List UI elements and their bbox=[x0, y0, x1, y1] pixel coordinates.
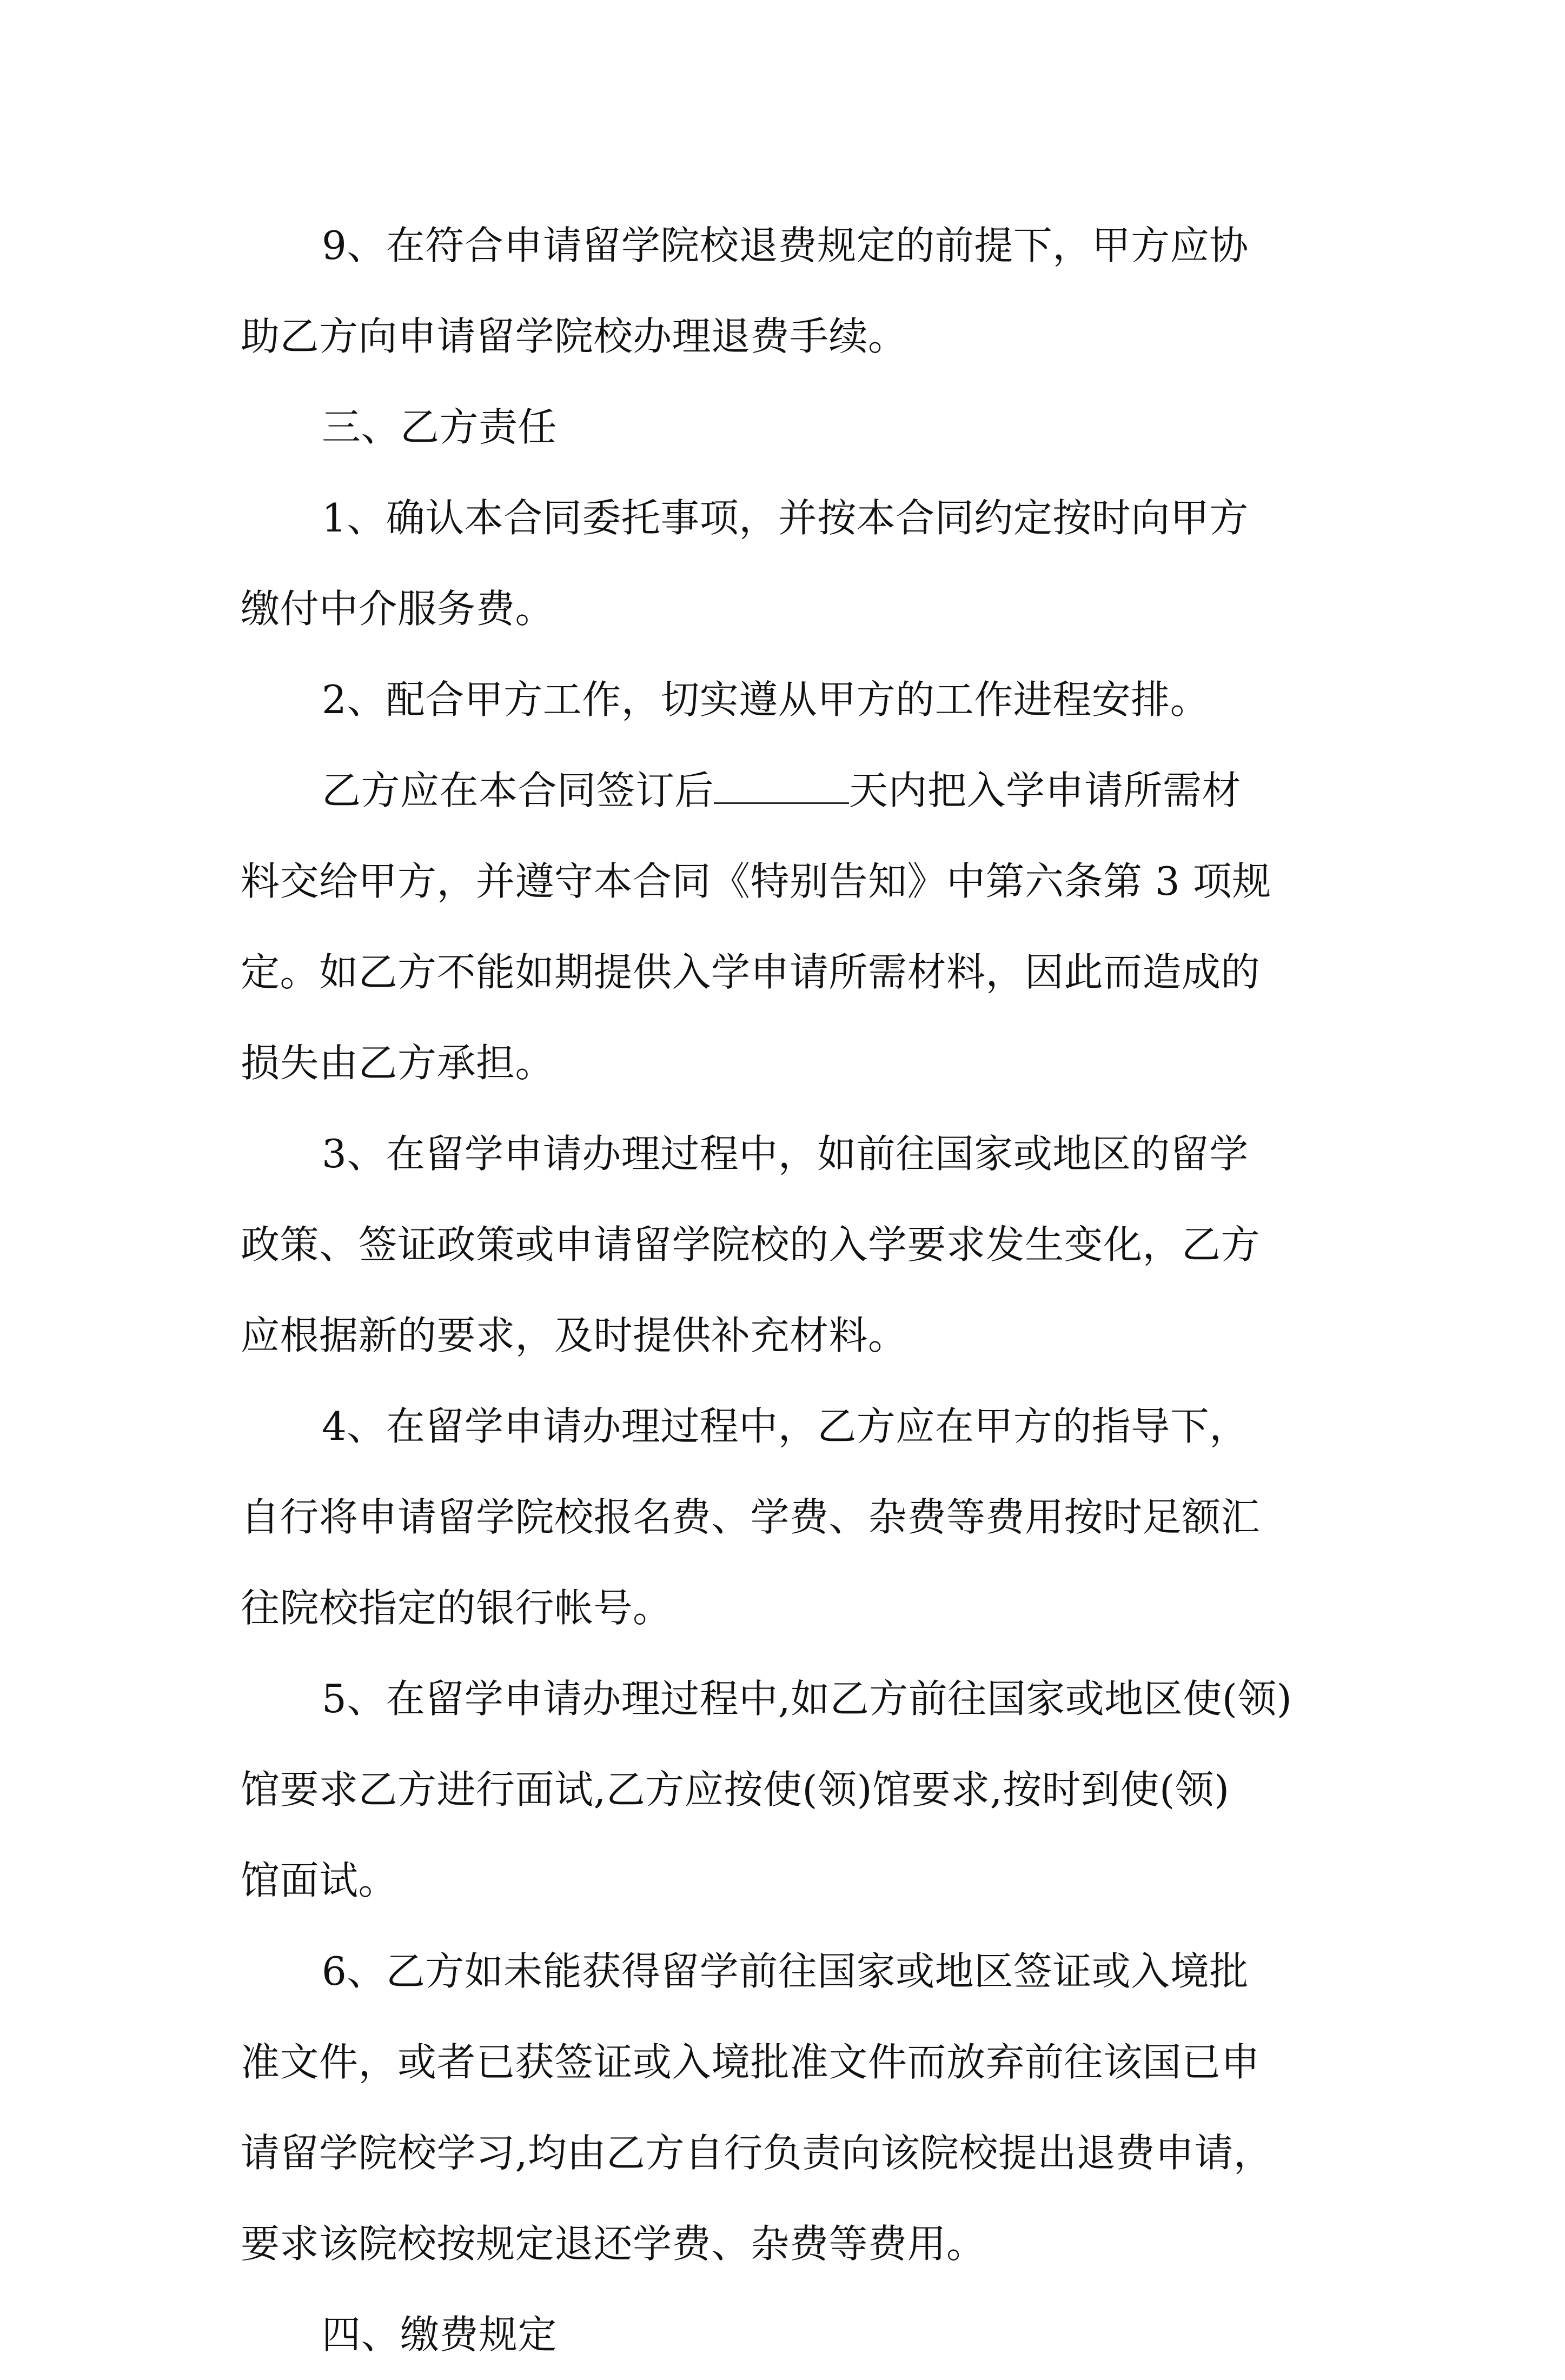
text-line: 要求该院校按规定退还学费、杂费等费用。 bbox=[241, 2221, 986, 2266]
text-before-blank: 乙方应在本合同签订后 bbox=[322, 768, 714, 813]
text-line: 往院校指定的银行帐号。 bbox=[241, 1585, 672, 1631]
text-line: 5、在留学申请办理过程中,如乙方前往国家或地区使(领) bbox=[322, 1676, 1292, 1721]
text-line: 损失由乙方承担。 bbox=[241, 1040, 555, 1086]
clause-b3 bbox=[241, 1108, 1325, 1381]
clause-b4 bbox=[241, 1381, 1325, 1653]
text-line: 3、在留学申请办理过程中，如前往国家或地区的留学 bbox=[322, 1131, 1249, 1176]
text-line: 政策、签证政策或申请留学院校的入学要求发生变化，乙方 bbox=[241, 1222, 1261, 1267]
text-line: 应根据新的要求，及时提供补充材料。 bbox=[241, 1313, 907, 1358]
text-line: 2、配合甲方工作，切实遵从甲方的工作进程安排。 bbox=[322, 677, 1210, 722]
text-line: 自行将申请留学院校报名费、学费、杂费等费用按时足额汇 bbox=[241, 1494, 1261, 1540]
fill-in-blank bbox=[714, 770, 849, 804]
clause-b2-detail bbox=[241, 745, 1325, 1108]
text-line: 9、在符合申请留学院校退费规定的前提下，甲方应协 bbox=[322, 223, 1249, 268]
text-line: 馆要求乙方进行面试,乙方应按使(领)馆要求,按时到使(领) bbox=[241, 1767, 1230, 1812]
clause-b2 bbox=[241, 654, 1325, 745]
clause-b5 bbox=[241, 1653, 1325, 1926]
text-line: 助乙方向申请留学院校办理退费手续。 bbox=[241, 314, 907, 359]
section-heading-fee-rules bbox=[241, 2289, 1325, 2380]
section-heading-party-b-duties bbox=[241, 382, 1325, 473]
text-line: 四、缴费规定 bbox=[322, 2312, 558, 2357]
clause-b6 bbox=[241, 1926, 1325, 2289]
text-after-blank: 天内把入学申请所需材 bbox=[849, 768, 1242, 813]
text-line: 准文件，或者已获签证或入境批准文件而放弃前往该国已申 bbox=[241, 2039, 1261, 2085]
text-line: 三、乙方责任 bbox=[322, 404, 558, 450]
text-line: 1、确认本合同委托事项，并按本合同约定按时向甲方 bbox=[322, 495, 1249, 541]
text-line: 料交给甲方，并遵守本合同《特别告知》中第六条第 3 项规 bbox=[241, 859, 1271, 904]
body-text bbox=[241, 200, 1325, 2380]
text-line: 定。如乙方不能如期提供入学申请所需材料，因此而造成的 bbox=[241, 949, 1261, 995]
text-line-with-blank bbox=[241, 745, 1325, 836]
text-line: 馆面试。 bbox=[241, 1858, 398, 1903]
text-line: 4、在留学申请办理过程中，乙方应在甲方的指导下， bbox=[322, 1404, 1249, 1449]
text-line: 请留学院校学习,均由乙方自行负责向该院校提出退费申请， bbox=[241, 2130, 1273, 2176]
clause-b1 bbox=[241, 473, 1325, 654]
clause-9 bbox=[241, 200, 1325, 382]
text-line: 缴付中介服务费。 bbox=[241, 586, 555, 631]
text-line: 6、乙方如未能获得留学前往国家或地区签证或入境批 bbox=[322, 1949, 1249, 1994]
